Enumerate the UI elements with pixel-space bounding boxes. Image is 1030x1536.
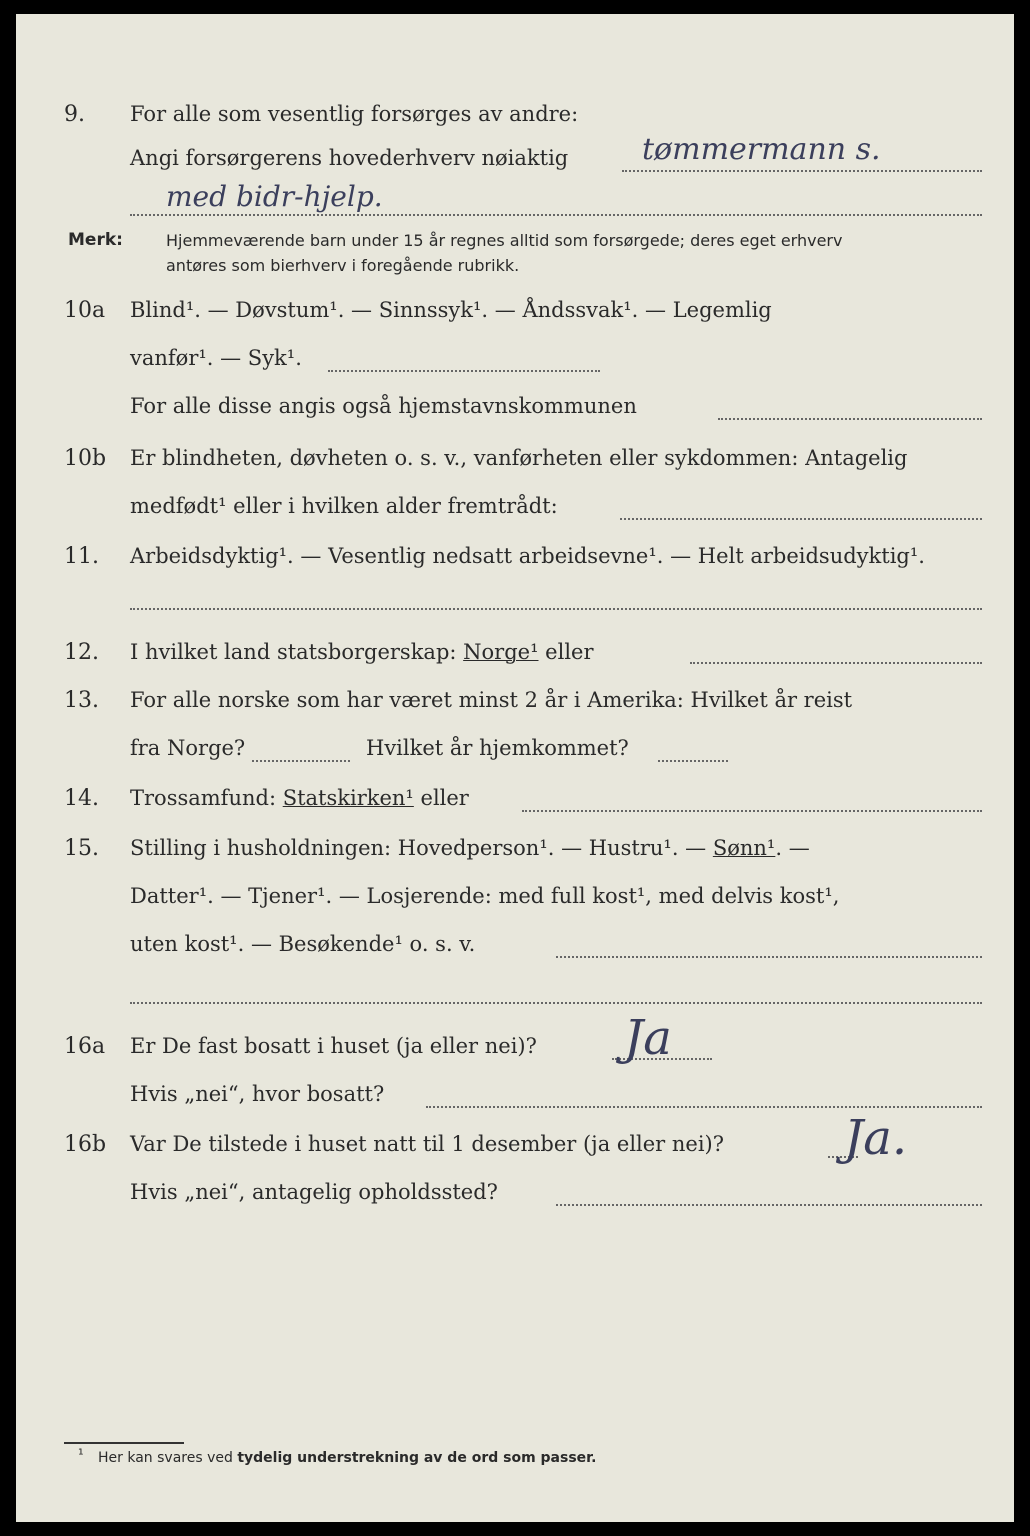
q13-reist-line (252, 760, 350, 762)
q15-answer-line-2 (130, 1002, 982, 1004)
q9-answer-line (622, 170, 982, 172)
q16a-number: 16a (64, 1034, 106, 1059)
merk-line2: antøres som bierhverv i foregående rubrikk. (166, 256, 520, 275)
merk-label: Merk: (68, 230, 123, 250)
q9-line2: Angi forsørgerens hovederhverv nøiaktig (130, 146, 569, 170)
q13-hjemkommet-line (658, 760, 728, 762)
q16a-answer-handwritten: Ja (624, 1010, 672, 1066)
merk-line1: Hjemmeværende barn under 15 år regnes alltid som forsørgede; deres eget erhverv (166, 231, 843, 250)
q14-statskirken: Statskirken¹ (282, 786, 414, 810)
q15-sonn: Sønn¹ (712, 836, 776, 860)
q16b-number: 16b (64, 1132, 107, 1157)
q9-answer-handwritten-1: tømmermann s. (642, 132, 881, 167)
footnote-mark: ¹ (78, 1447, 84, 1463)
q10b-number: 10b (64, 446, 107, 471)
q16b-line1: Var De tilstede i huset natt til 1 desember (ja eller nei)? (130, 1132, 725, 1156)
q15-line2: Datter¹. — Tjener¹. — Losjerende: med full kost¹, med delvis kost¹, (130, 884, 840, 908)
q11-number: 11. (64, 544, 99, 569)
q16a-line1: Er De fast bosatt i huset (ja eller nei)? (130, 1034, 537, 1058)
q10a-line1: Blind¹. — Døvstum¹. — Sinnssyk¹. — Åndssvak¹. — Legemlig (130, 298, 772, 322)
q9-answer-line-2 (130, 214, 982, 216)
q10a-number: 10a (64, 298, 106, 323)
q12-pre: I hvilket land statsborgerskap: (130, 640, 464, 664)
q14-line (130, 786, 469, 810)
q11-answer-line (130, 608, 982, 610)
q12-number: 12. (64, 640, 99, 665)
q13-line2b: Hvilket år hjemkommet? (366, 736, 629, 760)
q10a-kommune-line (718, 418, 982, 420)
q13-number: 13. (64, 688, 99, 713)
q16b-opholdssted-line (556, 1204, 982, 1206)
footnote (78, 1447, 597, 1466)
q10a-answer-line (328, 370, 600, 372)
q10a-line2: vanfør¹. — Syk¹. (130, 346, 302, 370)
q13-line1: For alle norske som har været minst 2 år i Amerika: Hvilket år reist (130, 688, 853, 712)
q9-answer-handwritten-2: med bidr-hjelp. (166, 180, 383, 213)
q10a-line3: For alle disse angis også hjemstavnskommunen (130, 394, 637, 418)
q16a-line2: Hvis „nei“, hvor bosatt? (130, 1082, 385, 1106)
q15-line1 (130, 836, 810, 860)
q12-norge: Norge¹ (463, 640, 539, 664)
q15-answer-line (556, 956, 982, 958)
footnote-bold: tydelig understrekning av de ord som passer. (237, 1450, 597, 1466)
q10b-line1: Er blindheten, døvheten o. s. v., vanførheten eller sykdommen: Antagelig (130, 446, 908, 470)
q14-pre: Trossamfund: (130, 786, 283, 810)
q11-line1: Arbeidsdyktig¹. — Vesentlig nedsatt arbeidsevne¹. — Helt arbeidsudyktig¹. (130, 544, 925, 568)
q15-number: 15. (64, 836, 99, 861)
footnote-pre: Her kan svares ved (98, 1450, 238, 1466)
q14-number: 14. (64, 786, 99, 811)
q15-line3: uten kost¹. — Besøkende¹ o. s. v. (130, 932, 476, 956)
q16a-bosatt-line (426, 1106, 982, 1108)
census-form-page (16, 14, 1014, 1522)
q12-line (130, 640, 594, 664)
q12-post: eller (538, 640, 594, 664)
q16b-answer-handwritten: Ja. (844, 1110, 908, 1166)
q12-answer-line (690, 662, 982, 664)
q15-line1-pre: Stilling i husholdningen: Hovedperson¹. — Hustru¹. — (130, 836, 713, 860)
q13-line2a: fra Norge? (130, 736, 246, 760)
q9-number: 9. (64, 102, 85, 127)
q16b-line2: Hvis „nei“, antagelig opholdssted? (130, 1180, 498, 1204)
footnote-rule (64, 1442, 184, 1444)
q15-line1-post: . — (775, 836, 810, 860)
q10b-answer-line (620, 518, 982, 520)
q14-post: eller (413, 786, 469, 810)
q14-answer-line (522, 810, 982, 812)
q9-line1: For alle som vesentlig forsørges av andre: (130, 102, 579, 126)
q10b-line2: medfødt¹ eller i hvilken alder fremtrådt: (130, 494, 558, 518)
